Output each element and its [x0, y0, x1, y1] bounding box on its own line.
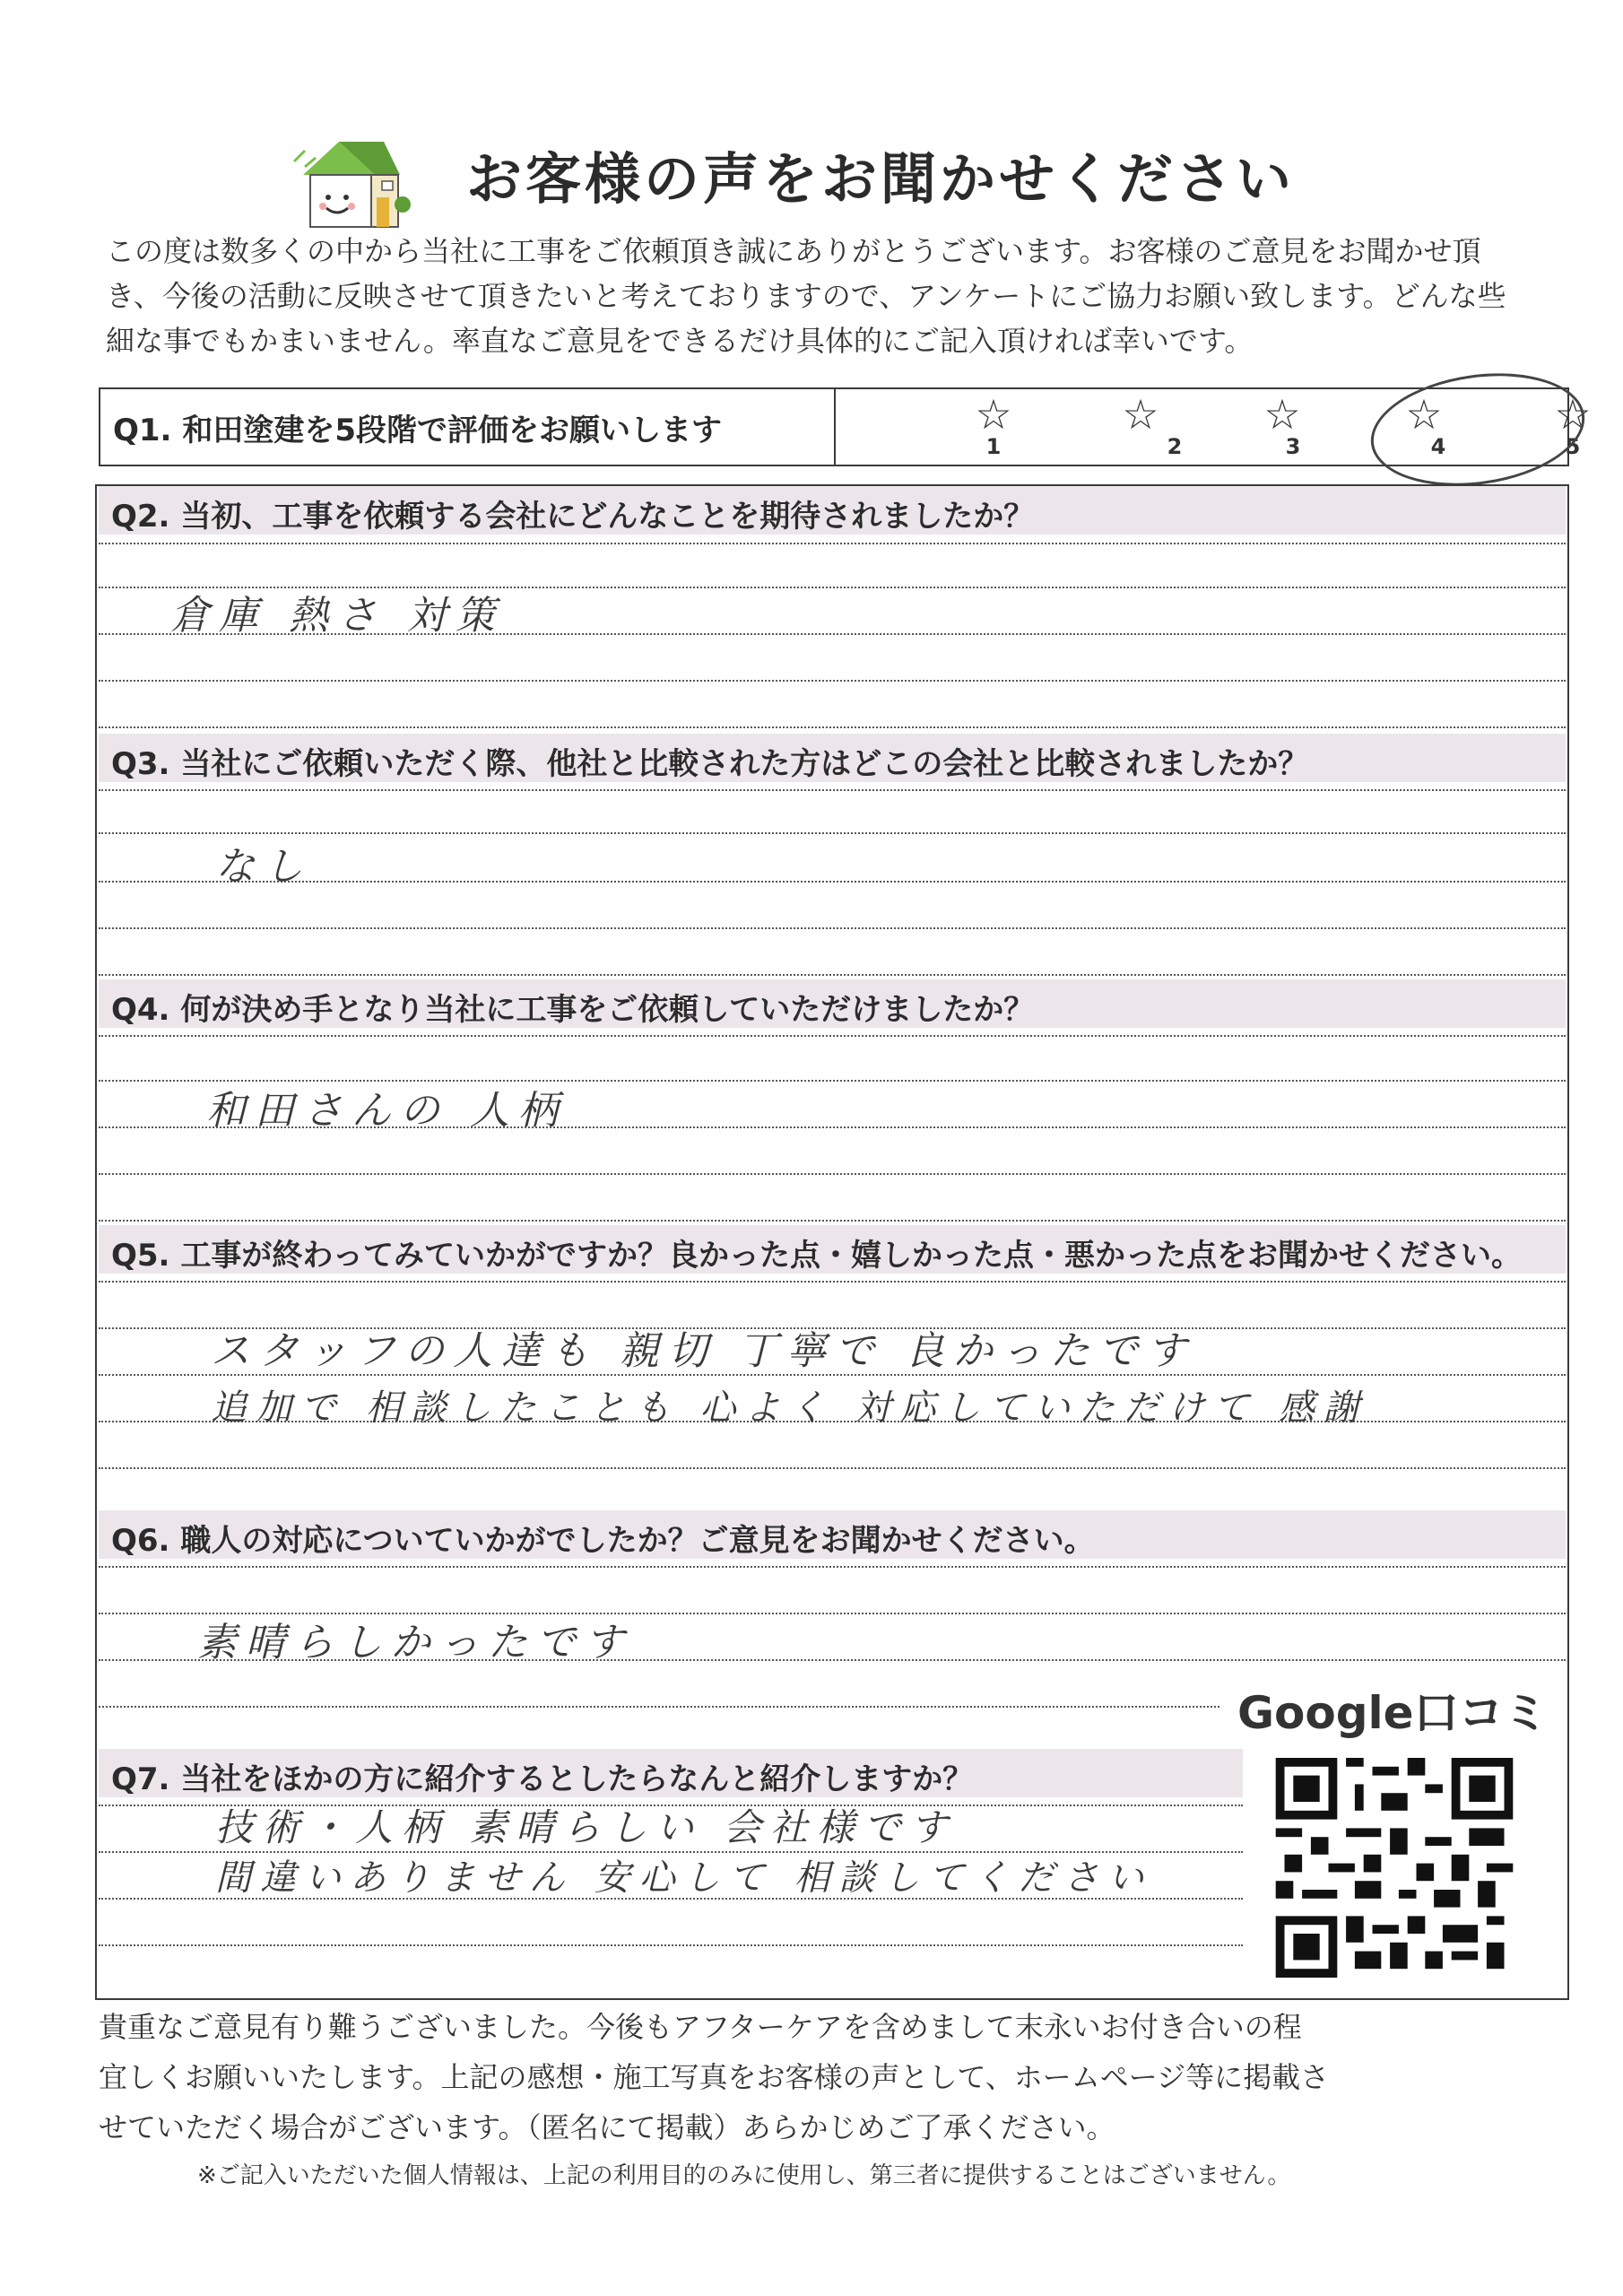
answer-q6[interactable]: 素晴らしかったです — [197, 1620, 633, 1665]
footer-line: 貴重なご意見有り難うございました。今後もアフターケアを含めまして末永いお付き合いの程 — [99, 2010, 1302, 2044]
answer-rule — [99, 881, 1566, 883]
answer-rule — [99, 832, 1566, 834]
answer-rule — [99, 789, 1566, 791]
question-q5 — [99, 1225, 1566, 1274]
house-icon — [285, 135, 411, 233]
rating-number: 4 — [1430, 434, 1446, 459]
question-label: Q7. 当社をほかの方に紹介するとしたらなんと紹介しますか？ — [111, 1761, 974, 1797]
question-label: Q5. 工事が終わってみていかがですか？良かった点・嬉しかった点・悪かった点をお聞かせください。 — [111, 1238, 1522, 1274]
page-title: お客様の声をお聞かせください — [466, 146, 1296, 212]
intro-line: 細な事でもかまいません。率直なご意見をできるだけ具体的にご記入頂ければ幸いです。 — [106, 324, 1254, 358]
question-q4 — [99, 979, 1566, 1028]
answer-rule — [99, 1706, 1219, 1708]
question-q2 — [99, 486, 1566, 535]
answer-q3[interactable]: なし — [215, 844, 312, 890]
intro-line: き、今後の活動に反映させて頂きたいと考えておりますので、アンケートにご協力お願い致します。どんな些 — [106, 279, 1506, 313]
star-icon: ☆ — [1263, 390, 1301, 439]
rating-number: 3 — [1285, 434, 1301, 459]
footer-text — [99, 2002, 1551, 2152]
rating-number: 1 — [985, 434, 1002, 459]
rating-number: 5 — [1565, 434, 1581, 459]
answer-q2[interactable]: 倉庫 熱さ 対策 — [170, 593, 504, 639]
header — [0, 0, 1623, 358]
question-label: Q3. 当社にご依頼いただく際、他社と比較された方はどこの会社と比較されましたか？ — [111, 746, 1309, 782]
answer-q4[interactable]: 和田さんの 人柄 — [206, 1088, 567, 1134]
answer-rule — [99, 1467, 1566, 1469]
question-q3 — [99, 734, 1566, 782]
question-label: Q6. 職人の対応についていかがでしたか？ご意見をお聞かせください。 — [111, 1523, 1095, 1559]
answer-q5-line2[interactable]: 追加で 相談したことも 心よく 対応していただけて 感謝 — [211, 1387, 1368, 1429]
footer-line: せていただく場合がございます。（匿名にて掲載）あらかじめご了承ください。 — [99, 2110, 1115, 2144]
privacy-note: ※ご記入いただいた個人情報は、上記の利用目的のみに使用し、第三者に提供することはございません。 — [197, 2162, 1291, 2189]
intro-text — [106, 229, 1541, 363]
answer-rule — [99, 974, 1566, 976]
star-icon: ☆ — [1405, 390, 1443, 439]
question-q6 — [99, 1510, 1566, 1559]
answer-rule — [99, 1281, 1566, 1283]
answer-rule — [99, 927, 1566, 929]
q1-rating-row — [99, 387, 1592, 466]
qr-code-icon[interactable] — [1273, 1758, 1515, 1978]
star-icon: ☆ — [1554, 390, 1592, 439]
star-icon: ☆ — [1122, 390, 1159, 439]
answer-rule — [99, 543, 1566, 544]
rating-number: 2 — [1167, 434, 1183, 459]
q1-label: Q1. 和田塗建を5段階で評価をお願いします — [113, 413, 722, 448]
answer-rule — [99, 680, 1566, 682]
selected-rating-circle — [1364, 361, 1593, 499]
divider — [834, 389, 836, 465]
question-q7 — [99, 1749, 1243, 1797]
footer-line: 宜しくお願いいたします。上記の感想・施工写真をお客様の声として、ホームページ等に掲載さ — [99, 2060, 1330, 2094]
answer-rule — [99, 1173, 1566, 1175]
answer-rule — [99, 726, 1566, 728]
answer-q7-line1[interactable]: 技術・人柄 素晴らしい 会社様です — [215, 1805, 957, 1849]
intro-line: この度は数多くの中から当社に工事をご依頼頂き誠にありがとうございます。お客様のご意見をお聞かせ頂 — [106, 234, 1481, 268]
question-label: Q4. 何が決め手となり当社に工事をご依頼していただけましたか？ — [111, 992, 1035, 1028]
answer-q5-line1[interactable]: スタッフの人達も 親切 丁寧で 良かったです — [211, 1328, 1195, 1374]
answer-rule — [99, 1566, 1566, 1568]
google-review-label: Google口コミ — [1237, 1687, 1549, 1739]
question-label: Q2. 当初、工事を依頼する会社にどんなことを期待されましたか？ — [111, 499, 1035, 535]
star-icon: ☆ — [975, 390, 1012, 439]
answer-q7-line2[interactable]: 間違いありません 安心して 相談してください — [215, 1857, 1153, 1899]
answer-rule — [99, 1035, 1566, 1037]
answer-rule — [99, 1220, 1566, 1222]
answer-rule — [99, 1944, 1243, 1946]
